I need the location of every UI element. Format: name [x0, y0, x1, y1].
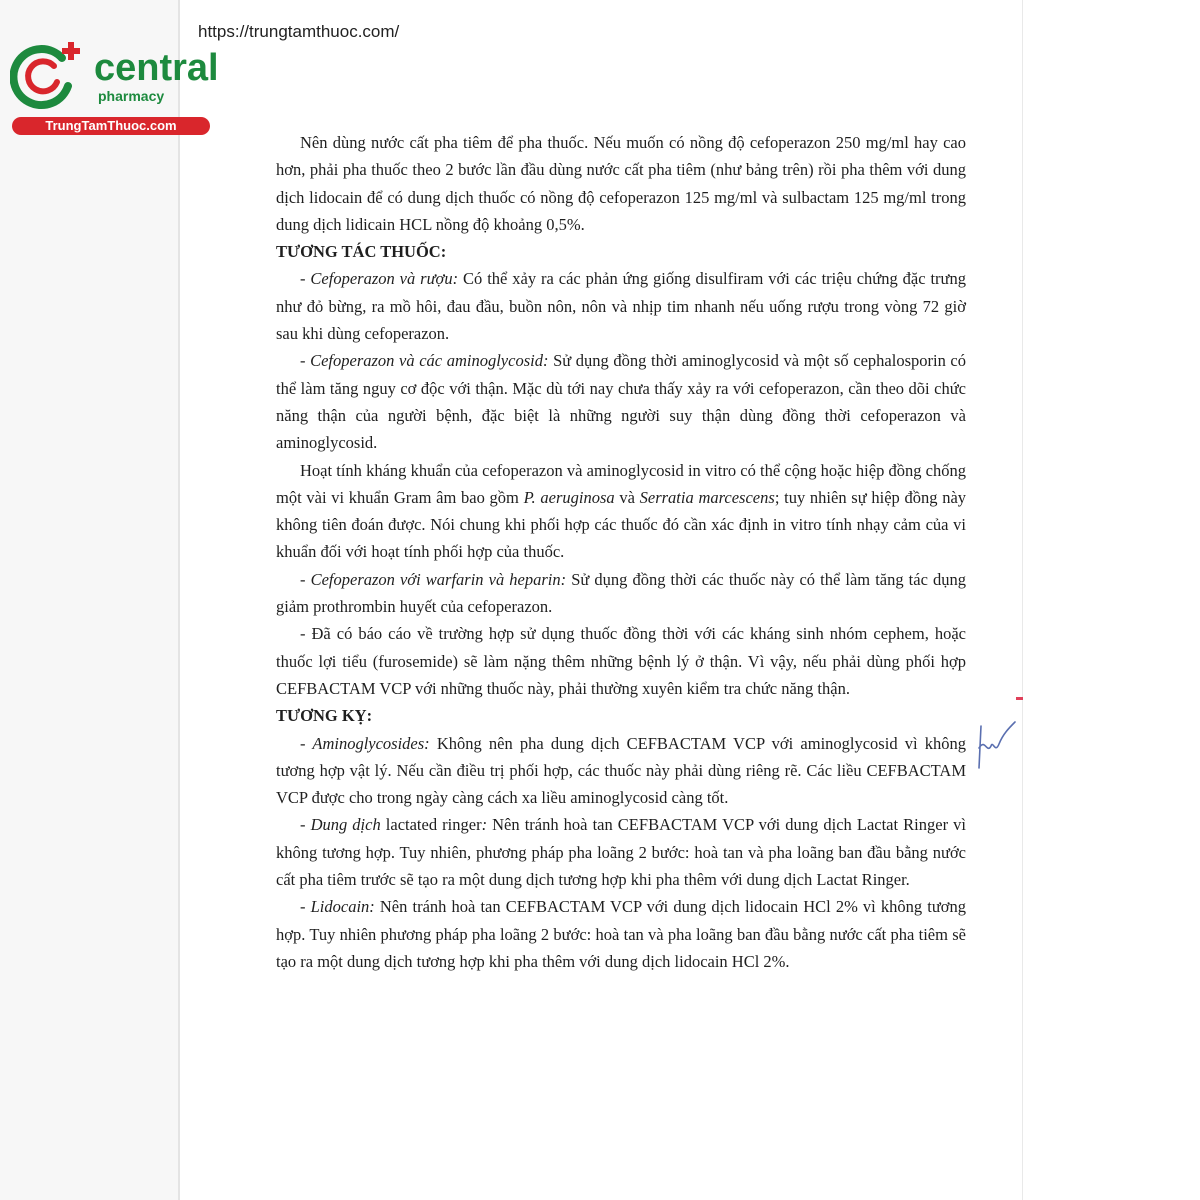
paragraph-kidney-warning: - Đã có báo cáo về trường hợp sử dụng thuốc đồng thời với các kháng sinh nhóm cephem, hoặc thuốc lợi tiểu (furosemide) sẽ làm nặng thêm những bệnh lý ở thận. Vì vậy, nếu phải dùng phối hợp CEFBACTAM VCP với những thuốc này, phải thường xuyên kiểm tra chức năng thận. [276, 624, 966, 698]
page-right-edge [1022, 0, 1023, 1200]
logo-badge: TrungTamThuoc.com [12, 117, 210, 135]
signature-mark [975, 718, 1019, 772]
incompat-lead: - Lidocain: [300, 897, 375, 917]
incompat-lead-colon: : [481, 815, 488, 835]
incompat-lead-plain: lactated ringer [380, 815, 482, 835]
incompat-lead: - Dung dịch [300, 815, 381, 835]
text-run: Hoạt tính kháng khuẩn của cefoperazon và aminoglycosid in vitro có thể cộng hoặc hiệp đồng chống một vài vi khuẩn Gram âm bao gồm [276, 460, 966, 507]
incompat-text: Không nên pha dung dịch CEFBACTAM VCP với aminoglycosid vì không tương hợp vật lý. Nếu cần điều trị phối hợp, các thuốc này phải dùng riêng rẽ. Các liều CEFBACTAM VCP được cho trong ngày càng cách xa liều aminoglycosid càng tốt. [276, 733, 966, 808]
interaction-lead: - Cefoperazon và các aminoglycosid: [300, 351, 549, 371]
interaction-text: Có thể xảy ra các phản ứng giống disulfiram với các triệu chứng đặc trưng như đỏ bừng, ra mồ hôi, đau đầu, buồn nôn, nôn và nhịp tim nhanh nếu uống rượu trong vòng 72 giờ sau khi dùng cefoperazon. [276, 269, 966, 344]
incompat-lidocain [276, 893, 966, 975]
text-run: và [614, 487, 640, 507]
red-ink-mark [1016, 697, 1023, 700]
interaction-aminoglycoside [276, 347, 966, 456]
page-margin-shade [0, 0, 178, 1200]
document-body [276, 129, 966, 975]
incompat-lactated-ringer [276, 811, 966, 893]
source-url[interactable]: https://trungtamthuoc.com/ [198, 22, 400, 41]
incompat-aminoglycosides [276, 730, 966, 812]
interaction-warfarin-heparin [276, 566, 966, 621]
interaction-alcohol [276, 265, 966, 347]
interaction-text: Sử dụng đồng thời aminoglycosid và một số cephalosporin có thể làm tăng nguy cơ độc với thận. Mặc dù tới nay chưa thấy xảy ra với cefoperazon, cần theo dõi chức năng thận của người bệnh, đặc biệt là những người suy thận dùng đồng thời cefoperazon và aminoglycosid. [276, 351, 966, 453]
page-edge [178, 0, 180, 1200]
pharmacy-logo[interactable] [10, 38, 219, 138]
interaction-lead: - Cefoperazon với warfarin và heparin: [300, 569, 567, 589]
organism-name: Serratia marcescens [639, 487, 775, 507]
paragraph-dilution: Nên dùng nước cất pha tiêm để pha thuốc. Nếu muốn có nồng độ cefoperazon 250 mg/ml hay cao hơn, phải pha thuốc theo 2 bước lần đầu dùng nước cất pha tiêm (như bảng trên) rồi pha thêm với dung dịch lidocain để có dung dịch thuốc có nồng độ cefoperazon 125 mg/ml và sulbactam 125 mg/ml trong dung dịch lidicain HCL nồng độ khoảng 0,5%. [276, 133, 966, 234]
logo-subtitle: pharmacy [98, 88, 165, 104]
incompat-text: Nên tránh hoà tan CEFBACTAM VCP với dung dịch lidocain HCl 2% vì không tương hợp. Tuy nhiên phương pháp pha loãng 2 bước: hoà tan và pha loãng ban đầu bằng nước cất pha tiêm sẽ tạo ra một dung dịch tương hợp khi pha thêm với dung dịch lidocain HCl 2%. [276, 897, 966, 971]
pharmacy-logo-icon [10, 38, 92, 114]
interaction-lead: - Cefoperazon và rượu: [300, 269, 459, 289]
text-run: ; tuy nhiên sự hiệp đồng này không tiên đoán được. Nói chung khi phối hợp các thuốc đó cần xác định in vitro tính nhạy cảm của vi khuẩn đối với hoạt tính phối hợp của thuốc. [276, 487, 967, 562]
paragraph-synergy [276, 457, 966, 566]
heading-incompatibilities: TƯƠNG KỴ: [276, 706, 373, 726]
incompat-lead: - Aminoglycosides: [300, 733, 430, 753]
logo-wordmark: central [94, 47, 219, 89]
heading-drug-interactions: TƯƠNG TÁC THUỐC: [276, 242, 447, 262]
interaction-text: Sử dụng đồng thời các thuốc này có thể làm tăng tác dụng giảm prothrombin huyết của cefoperazon. [276, 569, 966, 617]
organism-name: P. aeruginosa [523, 487, 615, 507]
incompat-text: Nên tránh hoà tan CEFBACTAM VCP với dung dịch Lactat Ringer vì không tương hợp. Tuy nhiên, phương pháp pha loãng 2 bước: hoà tan và pha loãng ban đầu bằng nước cất pha tiêm trước sẽ tạo ra một dung dịch tương hợp khi pha thêm với dung dịch Lactat Ringer. [276, 815, 966, 890]
